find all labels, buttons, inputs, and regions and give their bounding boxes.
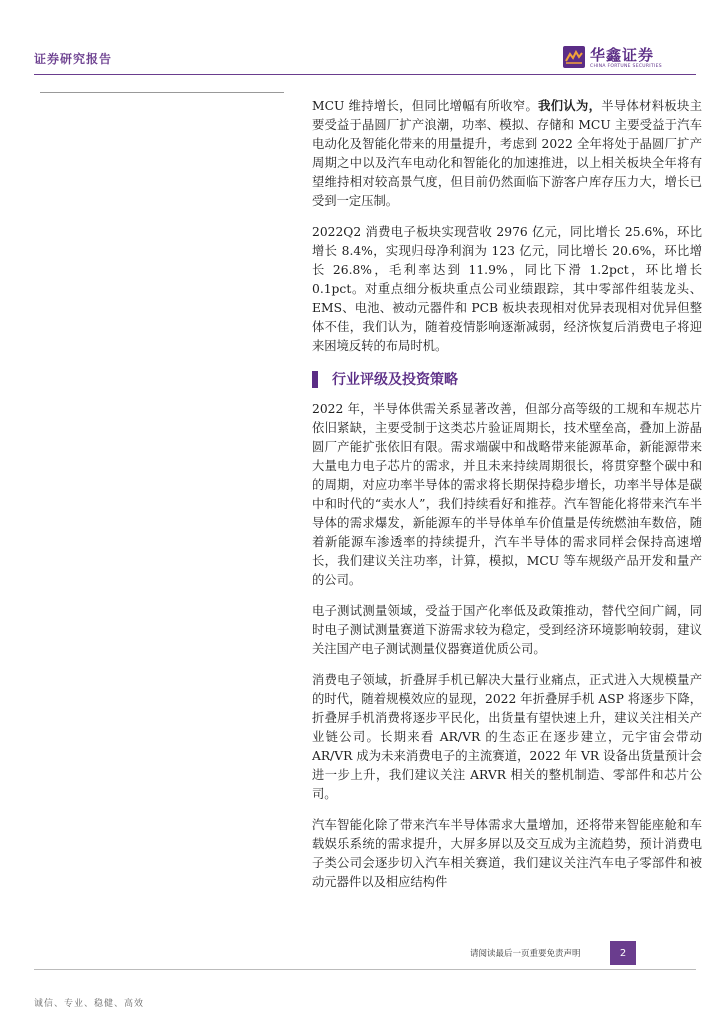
main-content [312,96,702,904]
sidebar-divider [40,92,284,93]
logo-name-cn: 华鑫证券 [590,46,655,64]
header-divider [34,74,696,75]
paragraph-auto-intelligence: 汽车智能化除了带来汽车半导体需求大量增加，还将带来智能座舱和车载娱乐系统的需求提升，大屏多屏以及交互成为主流趋势，预计消费电子类公司会逐步切入汽车相关赛道，我们建议关注汽车电子零部件和被动元器件以及相应结构件 [312,818,702,889]
footer-motto: 诚信、专业、稳健、高效 [34,999,145,1009]
section-heading [312,368,702,390]
disclaimer-notice: 请阅读最后一页重要免责声明 [470,949,581,959]
logo-name-en: CHINA FORTUNE SECURITIES [590,64,662,69]
paragraph-semiconductor-summary: MCU 维持增长，但同比增幅有所收窄。我们认为，半导体材料板块主要受益于晶圆厂扩产浪潮，功率、模拟、存储和 MCU 主要受益于汽车电动化及智能化带来的用量提升，考虑到 2022 全年将处于晶圆厂扩产周期之中以及汽车电动化和智能化的加速推进，以上相关板块全年将有望维持相对较高景气度，但目前仍然面临下游客户库存压力大，增长已受到一定压制。 [312,98,702,208]
footer-divider [34,969,696,970]
report-type-label: 证券研究报告 [34,52,113,66]
page-number: 2 [610,941,636,965]
logo-mark-icon [563,46,585,68]
paragraph-semiconductor-strategy: 2022 年，半导体供需关系显著改善，但部分高等级的工规和车规芯片依旧紧缺，主要受制于这类芯片验证周期长，技术壁垒高，叠加上游晶圆厂产能扩张依旧有限。需求端碳中和战略带来能源革命，新能源带来大量电力电子芯片的需求，并且未来持续周期很长，将贯穿整个碳中和的周期，对应功率半导体的需求将长期保持稳步增长，功率半导体是碳中和时代的“卖水人”，我们持续看好和推荐。汽车智能化将带来汽车半导体的需求爆发，新能源车的半导体单车价值量是传统燃油车数倍，随着新能源车渗透率的持续提升，汽车半导体的需求同样会保持高速增长，我们建议关注功率，计算，模拟，MCU 等车规级产品开发和量产的公司。 [312,402,702,587]
section-marker [312,371,318,388]
paragraph-consumer-electronics-results: 2022Q2 消费电子板块实现营收 2976 亿元，同比增长 25.6%，环比增长 8.4%，实现归母净利润为 123 亿元，同比增长 20.6%，环比增长 26.8%，毛利率达到 11.9%，同比下滑 1.2pct，环比增长 0.1pct。对重点细分板块重点公司业绩跟踪，其中零部件组装龙头、EMS、电池、被动元器件和 PCB 板块表现相对优异表现相对优异但整体不佳，我们认为，随着疫情影响逐渐减弱，经济恢复后消费电子将迎来困境反转的布局时机。 [312,225,702,353]
company-logo [563,44,695,76]
paragraph-consumer-electronics: 消费电子领域，折叠屏手机已解决大量行业痛点，正式进入大规模量产的时代，随着规模效应的显现，2022 年折叠屏手机 ASP 将逐步下降，折叠屏手机消费将逐步平民化，出货量有望快速上升，建议关注相关产业链公司。长期来看 AR/VR 的生态正在逐步建立，元宇宙会带动 AR/VR 成为未来消费电子的主流赛道，2022 年 VR 设备出货量预计会进一步上升，我们建议关注 ARVR 相关的整机制造、零部件和芯片公司。 [312,673,702,801]
section-title: 行业评级及投资策略 [332,372,458,388]
paragraph-test-measurement: 电子测试测量领域，受益于国产化率低及政策推动，替代空间广阔，同时电子测试测量赛道下游需求较为稳定，受到经济环境影响较弱，建议关注国产电子测试测量仪器赛道优质公司。 [312,604,702,656]
